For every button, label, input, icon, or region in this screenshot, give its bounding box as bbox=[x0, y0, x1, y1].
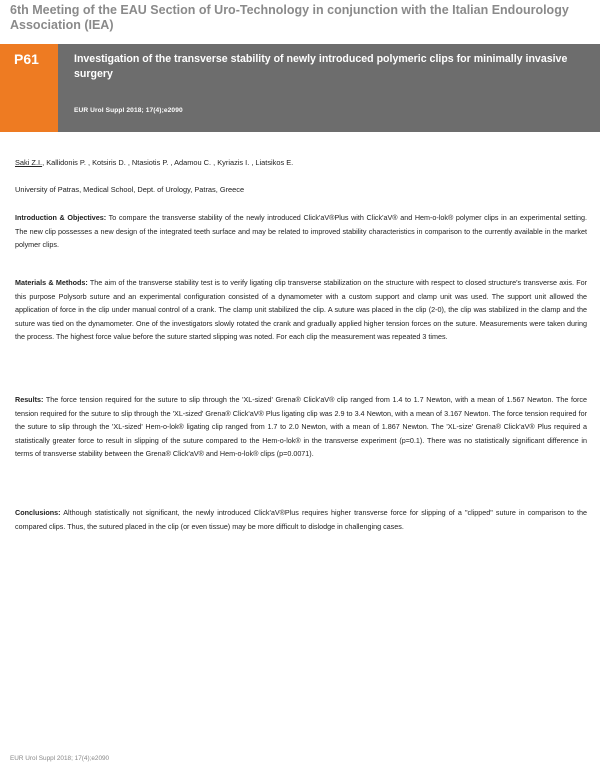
abstract-banner bbox=[0, 44, 600, 132]
results-section bbox=[15, 393, 587, 461]
conclusions-section bbox=[15, 506, 587, 533]
banner-journal-reference: EUR Urol Suppl 2018; 17(4);e2090 bbox=[74, 107, 183, 114]
affiliation: University of Patras, Medical School, Dept. of Urology, Patras, Greece bbox=[15, 185, 245, 194]
author-list bbox=[15, 158, 293, 167]
introduction-section bbox=[15, 211, 587, 252]
abstract-number-badge: P61 bbox=[0, 44, 58, 132]
methods-heading: Materials & Methods: bbox=[15, 278, 88, 287]
introduction-heading: Introduction & Objectives: bbox=[15, 213, 107, 222]
conclusions-heading: Conclusions: bbox=[15, 508, 61, 517]
conclusions-text: Although statistically not significant, the newly introduced Click'aV®Plus requires higher transverse force for slipping of a "clipped" suture in comparison to the compared clips. Thus, the sutured placed in the clip (or even tissue) may be more difficult to dislodge in challenging cases. bbox=[15, 508, 587, 531]
first-author: Saki Z.I. bbox=[15, 158, 43, 167]
methods-text: The aim of the transverse stability test is to verify ligating clip transverse stabilization on the structure with respect to closed structure's transverse axis. For this purpose Polysorb suture and an experimental configuration consisted of a dynamometer with a custom support and clamp unit was used. The support unit allowed the application of force in the clip under manual control of a crank. The clamp unit stabilized the clip. A suture was placed in the clip (2-0), the clip was stabilized in the clamp and the suture was tied on the dynamometer. One of the investigators slowly rotated the crank and gradually applied higher tension forces on the suture. Measurements were taken during the process. The highest force value before the suture started slipping was noted. For each clip the measurement was repeated 3 times. bbox=[15, 278, 587, 341]
co-authors: , Kallidonis P. , Kotsiris D. , Ntasiotis P. , Adamou C. , Kyriazis I. , Liatsikos E. bbox=[42, 158, 294, 167]
introduction-text: To compare the transverse stability of the newly introduced Click'aV®Plus with Click'aV® and Hem-o-lok® polymer clips in an experimental setting. The new clip possesses a new design of the integrated teeth surface and may be related to improved stability characteristics in comparison to the currently available in the market polymer clips. bbox=[15, 213, 587, 249]
abstract-title: Investigation of the transverse stability of newly introduced polymeric clips for minimally invasive surgery bbox=[74, 53, 568, 80]
results-heading: Results: bbox=[15, 395, 44, 404]
methods-section bbox=[15, 276, 587, 344]
results-text: The force tension required for the suture to slip through the 'XL-sized' Grena® Click'aV® clip ranged from 1.4 to 1.7 Newton, with a mean of 1.567 Newton. The force tension required for the suture to slip through the 'XL-sized' Grena® Click'aV® Plus ligating clip was 2.9 to 3.4 Newton, with a mean of 3.167 Newton. The force tension required for the suture to slip through the 'XL-sized' Hem-o-lok® ligating clip ranged from 1.7 to 2.0 Newton, with a mean of 1.867 Newton. The 'XL-size' Grena® Click'aV® Plus required a statistically greater force to result in slipping of the suture compared to the Hem-o-lok® in the transverse experiment (p=0.1). There was no statistically significant difference in terms of transverse stability between the Grena® Click'aV® and Hem-o-lok® clips (p=0.0071). bbox=[15, 395, 587, 458]
footer-journal-reference: EUR Urol Suppl 2018; 17(4);e2090 bbox=[10, 755, 110, 762]
meeting-title: 6th Meeting of the EAU Section of Uro-Technology in conjunction with the Italian Endourology Association (IEA) bbox=[10, 3, 569, 32]
